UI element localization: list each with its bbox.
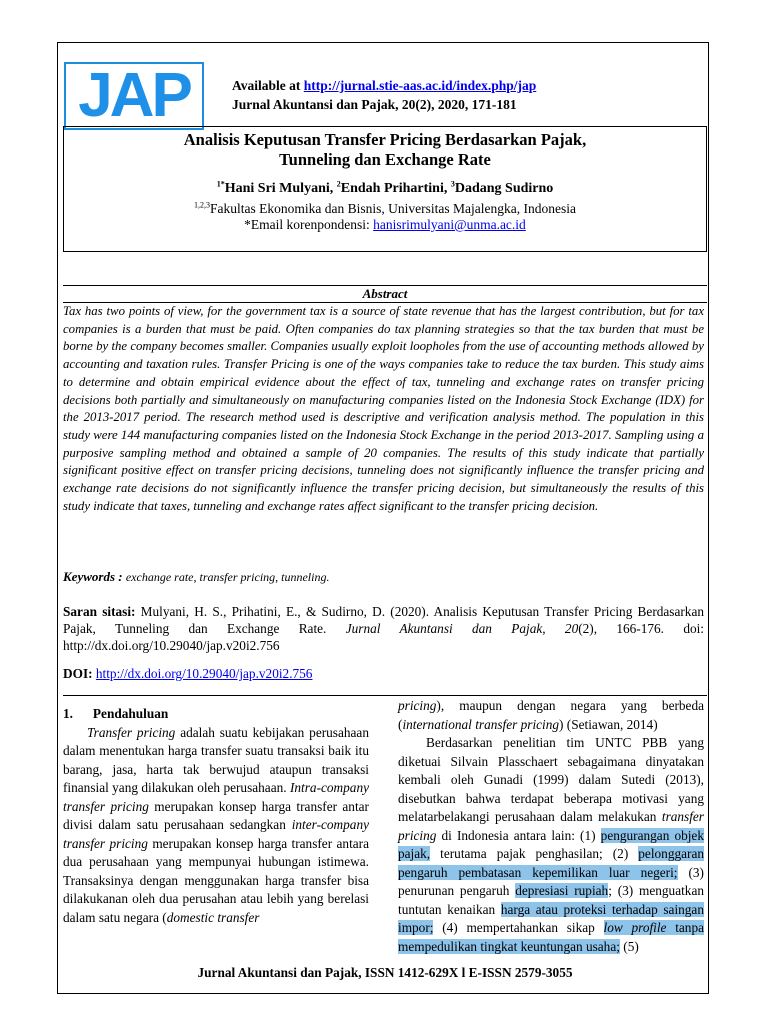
keywords <box>63 569 329 585</box>
term-transfer-pricing: Transfer pricing <box>87 724 176 740</box>
author-3-sup: 3 <box>450 179 455 189</box>
term-pricing: pricing <box>398 698 437 713</box>
right-paragraph-2 <box>398 734 704 956</box>
right-text-8: (4) mempertahankan sikap <box>433 920 604 935</box>
citation-text: Mulyani, H. S., Prihatini, E., & Sudirno, D. (2020). Analisis Keputusan Transfer Pricing Berdasarkan Pajak, Tunneling dan Exchange Rate. <box>63 604 705 636</box>
journal-line: Jurnal Akuntansi dan Pajak, 20(2), 2020, 171-181 <box>232 97 517 112</box>
paper-title <box>63 130 707 170</box>
affiliation <box>63 201 707 217</box>
journal-url-link[interactable]: http://jurnal.stie-aas.ac.id/index.php/jap <box>303 78 537 93</box>
term-domestic: domestic transfer <box>166 909 260 925</box>
email-label: *Email korenpondensi: <box>244 217 374 232</box>
term-transfer-pricing-2: transfer pricing <box>398 809 704 843</box>
logo-text: JAP <box>78 61 190 130</box>
doi-line <box>63 666 312 682</box>
email-link[interactable]: hanisrimulyani@unma.ac.id <box>373 217 526 232</box>
right-text-5: terutama pajak penghasilan; (2) <box>430 846 639 861</box>
intro-paragraph <box>63 724 369 928</box>
author-1: Hani Sri Mulyani, <box>224 181 337 196</box>
right-text-6: (3) penurunan pengaruh <box>398 864 704 898</box>
title-line-1: Analisis Keputusan Transfer Pricing Berdasarkan Pajak, <box>183 130 587 149</box>
doi-label: DOI: <box>63 666 93 681</box>
citation-doi: http://dx.doi.org/10.29040/jap.v20i2.756 <box>63 638 280 653</box>
right-text-7: ; (3) menguatkan tuntutan kenaikan <box>398 883 704 917</box>
highlight-2: pelonggaran pengaruh pembatasan kepemilikan luar negeri; <box>398 846 704 880</box>
affiliation-sup: 1,2,3 <box>194 200 211 210</box>
page-footer: Jurnal Akuntansi dan Pajak, ISSN 1412-629X l E-ISSN 2579-3055 <box>197 965 573 980</box>
journal-header <box>232 76 536 114</box>
right-text-2: ) (Setiawan, 2014) <box>559 716 658 732</box>
journal-logo <box>64 62 204 130</box>
keywords-label: Keywords : <box>63 569 123 584</box>
highlight-6: tanpa mempedulikan tingkat keuntungan usaha; <box>398 920 704 954</box>
correspondence-email <box>63 217 707 233</box>
author-2: Endah Prihartini, <box>340 181 451 196</box>
author-1-sup: 1* <box>216 179 225 189</box>
right-paragraph-1 <box>398 697 704 734</box>
right-text-9: (5) <box>619 938 639 954</box>
citation-journal: Jurnal Akuntansi dan Pajak, 20 <box>345 621 579 636</box>
right-text-3: Berdasarkan penelitian tim UNTC PBB yang diketuai Silvain Plasschaert sebagaimana dinyatakan kembali oleh Gunadi (1999) dalam Sutedi (2013), disebutkan bahwa terdapat beberapa motivasi yang melatarbelakangi perusahaan dalam melakukan <box>398 735 704 824</box>
abstract-body: Tax has two points of view, for the government tax is a source of state revenue that has the largest contribution, but for tax companies is a burden that must be paid. Often companies do tax planning strategies so that the tax burden that must be borne by the company becomes smaller. Companies usually exploit loopholes from the use of accounting methods allowed by accounting and taxation rules. Transfer Pricing is one of the ways companies take to reduce the tax burden. This study aims to determine and obtain empirical evidence about the effect of tax, tunneling and exchange rates on transfer pricing decisions both partially and simultaneously on manufacturing companies listed on the Indonesia Stock Exchange (IDX) for the 2013-2017 period. The research method used is descriptive and verification analysis method. The population in this study were 144 manufacturing companies listed on the Indonesia Stock Exchange in the period 2013-2017. Sampling using a purposive sampling method and obtained a sample of 20 companies. The results of this study indicate that partially significant positive effect on transfer pricing decisions, tunneling does not significantly influence the transfer pricing and exchange rate decisions do not significantly influence the transfer pricing decision, but simultaneously the results of this study indicate that taxes, tunneling and exchange rates affect significant to the transfer pricing decision. <box>63 304 704 513</box>
intro-text-2: merupakan konsep harga transfer antar divisi dalam satu perusahaan sedangkan <box>63 798 369 832</box>
keywords-value: exchange rate, transfer pricing, tunneling. <box>125 570 330 584</box>
available-label: Available at <box>232 78 301 93</box>
intro-text-3: merupakan konsep harga transfer antara dua perusahaan yang mempunyai hubungan istimewa. Transaksinya dengan menggunakan harga transfer bisa dilakukanan oleh dua perusahan atau lebih yang berelasi dalam satu negara ( <box>63 835 369 925</box>
body-top-rule <box>63 695 707 696</box>
term-inter-company: inter-company transfer pricing <box>63 817 369 851</box>
abstract-heading: Abstract <box>362 286 408 301</box>
highlight-4: harga atau proteksi terhadap saingan impor; <box>398 901 704 935</box>
doi-link[interactable]: http://dx.doi.org/10.29040/jap.v20i2.756 <box>95 666 313 681</box>
right-column <box>398 697 704 956</box>
section-heading: 1. Pendahuluan <box>63 706 169 721</box>
right-text-4: di Indonesia antara lain: (1) <box>436 827 601 843</box>
highlight-1: pengurangan objek pajak, <box>398 827 704 861</box>
intro-text-1: adalah suatu kebijakan perusahaan dalam menentukan harga transfer suatu transaksi baik itu barang, jasa, harta tak berwujud ataupun transaksi finansial yang dilakukan oleh perusahaan. <box>63 724 369 795</box>
left-column <box>63 705 369 927</box>
author-3: Dadang Sudirno <box>454 181 554 196</box>
title-line-2: Tunneling dan Exchange Rate <box>279 150 491 169</box>
citation-issue: (2), 166-176. doi: <box>578 621 705 636</box>
highlight-3: depresiasi rupiah <box>515 883 609 898</box>
term-intra-company: Intra-company transfer pricing <box>63 780 369 814</box>
right-text-1: ), maupun dengan negara yang berbeda ( <box>398 698 704 732</box>
citation <box>63 603 704 654</box>
term-international: international transfer pricing <box>402 716 560 732</box>
author-list <box>63 181 707 197</box>
citation-label: Saran sitasi: <box>63 604 136 619</box>
author-2-sup: 2 <box>336 179 341 189</box>
highlight-5: low profile <box>603 920 667 935</box>
affiliation-text: Fakultas Ekonomika dan Bisnis, Universitas Majalengka, Indonesia <box>210 201 576 216</box>
